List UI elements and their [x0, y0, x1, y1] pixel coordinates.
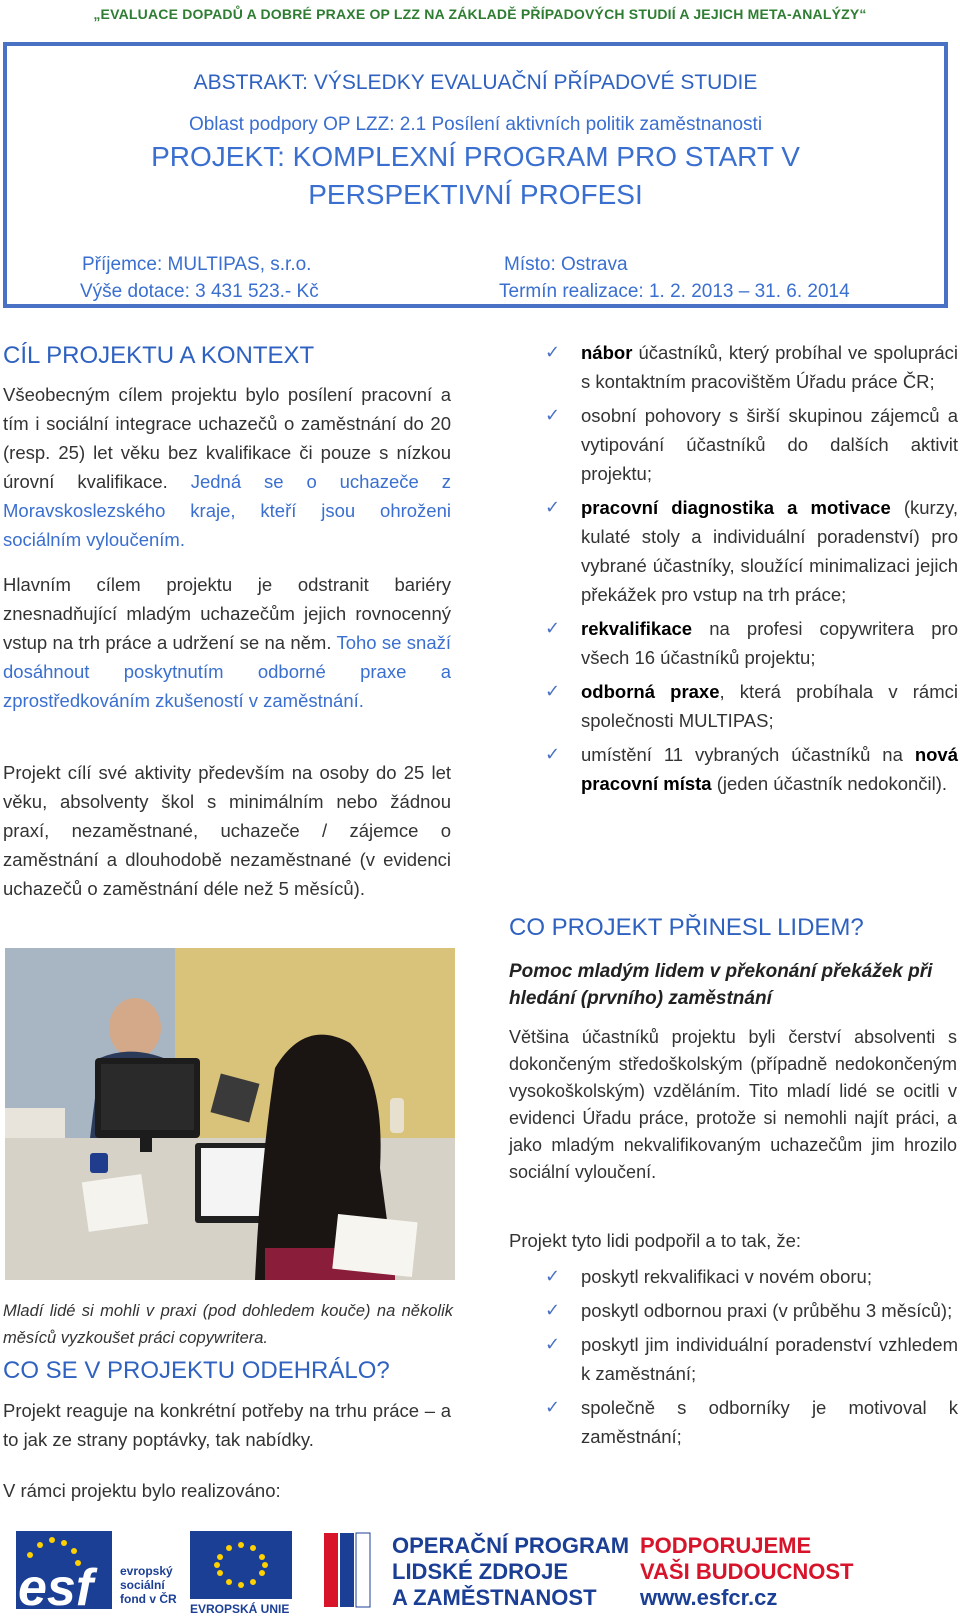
list-item: [545, 338, 958, 396]
checkmark-icon: ✓: [545, 1334, 561, 1354]
goal-paragraph-1: [3, 380, 451, 554]
eu-flag: [190, 1531, 292, 1599]
goal-heading: CÍL PROJEKTU A KONTEXT: [3, 342, 315, 369]
logos-svg: [0, 1525, 960, 1615]
item-text: umístění 11 vybraných účastníků na: [581, 744, 915, 765]
op-bar-blue: [340, 1533, 354, 1607]
support-intro: Projekt tyto lidi podpořil a to tak, že:: [509, 1230, 802, 1251]
target-group-paragraph: Projekt cílí své aktivity především na osoby do 25 let věku, absolventy škol s minimálním nebo žádnou praxí, nezaměstnané, uchazeče / zájemce o zaměstnání a dlouhodobě nezaměstnané (v evidenci uchazečů o zaměstnání déle než 5 měsíců).: [3, 762, 451, 899]
support-line-2: VAŠI BUDOUCNOST: [640, 1559, 854, 1584]
project-title: PROJEKT: KOMPLEXNÍ PROGRAM PRO START V PERSPEKTIVNÍ PROFESI: [151, 141, 800, 210]
website-link[interactable]: www.esfcr.cz: [640, 1585, 778, 1610]
item-bold: odborná praxe: [581, 681, 720, 702]
item-bold: rekvalifikace: [581, 618, 693, 639]
happened-heading: CO SE V PROJEKTU ODEHRÁLO?: [3, 1357, 390, 1384]
results-list: [545, 1262, 958, 1456]
benefits-subheading: Pomoc mladým lidem v překonání překážek při hledání (prvního) zaměstnání: [509, 961, 933, 1009]
list-item: [545, 1393, 958, 1451]
goal-p1a: Všeobecným cílem projektu bylo posílení pracovní a tím i sociální integrace uchazečů o zaměstnání do 20 (resp. 25) let věku bez kvalifikace či pouze s nízkou úrovní kvalifikace.: [3, 384, 451, 492]
item-bold: nová pracovní místa: [581, 744, 958, 794]
location: Místo: Ostrava: [504, 254, 628, 275]
op-bar-red: [324, 1533, 338, 1607]
realized-intro: V rámci projektu bylo realizováno:: [3, 1480, 281, 1501]
item-text: (jeden účastník nedokončil).: [711, 773, 948, 794]
office-photo: [5, 948, 455, 1280]
item-text: poskytl rekvalifikaci v novém oboru;: [581, 1266, 872, 1287]
list-item: [545, 401, 958, 488]
checkmark-icon: ✓: [545, 1397, 561, 1417]
photo-caption: Mladí lidé si mohli v praxi (pod dohledem kouče) na několik měsíců vyzkoušet práci copywritera.: [3, 1302, 453, 1347]
activity-list: [545, 338, 958, 803]
item-text: na profesi copywritera pro všech 16 účastníků projektu;: [581, 618, 958, 668]
checkmark-icon: ✓: [545, 744, 561, 764]
implementation-period: Termín realizace: 1. 2. 2013 – 31. 6. 2014: [499, 281, 850, 302]
op-line-2: LIDSKÉ ZDROJE: [392, 1559, 569, 1584]
item-text: poskytl jim individuální poradenství vzhledem k zaměstnání;: [581, 1334, 958, 1384]
goal-p2a: Hlavním cílem projektu je odstranit bariéry znesnadňující mladým uchazečům jejich rovnocenný vstup na trh práce a udržení se na něm.: [3, 574, 451, 653]
grant-amount: Výše dotace: 3 431 523.- Kč: [80, 281, 319, 302]
list-item: [545, 1330, 958, 1388]
item-text: společně s odborníky je motivoval k zaměstnání;: [581, 1397, 958, 1447]
abstract-title: ABSTRAKT: VÝSLEDKY EVALUAČNÍ PŘÍPADOVÉ STUDIE: [193, 71, 758, 94]
item-bold: pracovní diagnostika a motivace: [581, 497, 891, 518]
checkmark-icon: ✓: [545, 497, 561, 517]
list-item: [545, 614, 958, 672]
item-text: poskytl odbornou praxi (v průběhu 3 měsíců);: [581, 1300, 953, 1321]
checkmark-icon: ✓: [545, 405, 561, 425]
list-item: [545, 677, 958, 735]
op-line-3: A ZAMĚSTNANOST: [392, 1585, 597, 1610]
document-header: „EVALUACE DOPADŮ A DOBRÉ PRAXE OP LZZ NA ZÁKLADĚ PŘÍPADOVÝCH STUDIÍ A JEJICH META-ANALÝZY“: [93, 6, 867, 22]
goal-p2b: Toho se snaží dosáhnout poskytnutím odborné praxe a zprostředkováním zkušeností v zaměstnání.: [3, 632, 452, 711]
esf-caption: evropský sociální fond v ČR: [120, 1564, 177, 1606]
list-item: [545, 740, 958, 798]
op-bar-white: [356, 1533, 370, 1607]
project-reacts-paragraph: Projekt reaguje na konkrétní potřeby na trhu práce – a to jak ze strany poptávky, tak nabídky.: [3, 1400, 451, 1450]
checkmark-icon: ✓: [545, 618, 561, 638]
checkmark-icon: ✓: [545, 681, 561, 701]
esf-logo-text: esf: [18, 1559, 94, 1615]
support-line-1: PODPORUJEME: [640, 1533, 812, 1558]
support-area: Oblast podpory OP LZZ: 2.1 Posílení aktivních politik zaměstnanosti: [188, 114, 763, 135]
item-text: , která probíhala v rámci společnosti MULTIPAS;: [581, 681, 958, 731]
checkmark-icon: ✓: [545, 342, 561, 362]
list-item: [545, 1296, 958, 1325]
benefits-heading: CO PROJEKT PŘINESL LIDEM?: [509, 914, 864, 941]
checkmark-icon: ✓: [545, 1300, 561, 1320]
footer-logos: [0, 1525, 960, 1615]
abstract-box: [3, 42, 948, 308]
list-item: [545, 1262, 958, 1291]
item-text: účastníků, který probíhal ve spolupráci s kontaktním pracovištěm Úřadu práce ČR;: [581, 342, 958, 392]
eu-caption: EVROPSKÁ UNIE: [190, 1602, 290, 1615]
participants-paragraph: Většina účastníků projektu byli čerství absolventi s dokončeným středoškolským (případně nedokončeným vysokoškolským) vzděláním. Tito mladí lidé se ocitli v evidenci Úřadu práce, protože si nemohli najít práci, a jako mladým nekvalifikovaným uchazečům jim hrozilo sociální vyloučení.: [509, 1027, 957, 1182]
goal-paragraph-2: [3, 570, 451, 715]
checkmark-icon: ✓: [545, 1266, 561, 1286]
list-item: [545, 493, 958, 609]
item-text: (kurzy, kulaté stoly a individuální poradenství) pro vybrané účastníky, sloužící minimalizaci jejich překážek pro vstup na trh práce;: [581, 497, 958, 605]
item-text: osobní pohovory s širší skupinou zájemců a vytipování účastníků do dalších aktivit projektu;: [581, 405, 958, 484]
recipient: Příjemce: MULTIPAS, s.r.o.: [82, 254, 312, 275]
item-bold: nábor: [581, 342, 633, 363]
op-line-1: OPERAČNÍ PROGRAM: [392, 1533, 630, 1558]
goal-p1b: Jedná se o uchazeče z Moravskoslezského kraje, kteří jsou ohroženi sociálním vyloučením.: [3, 471, 451, 550]
